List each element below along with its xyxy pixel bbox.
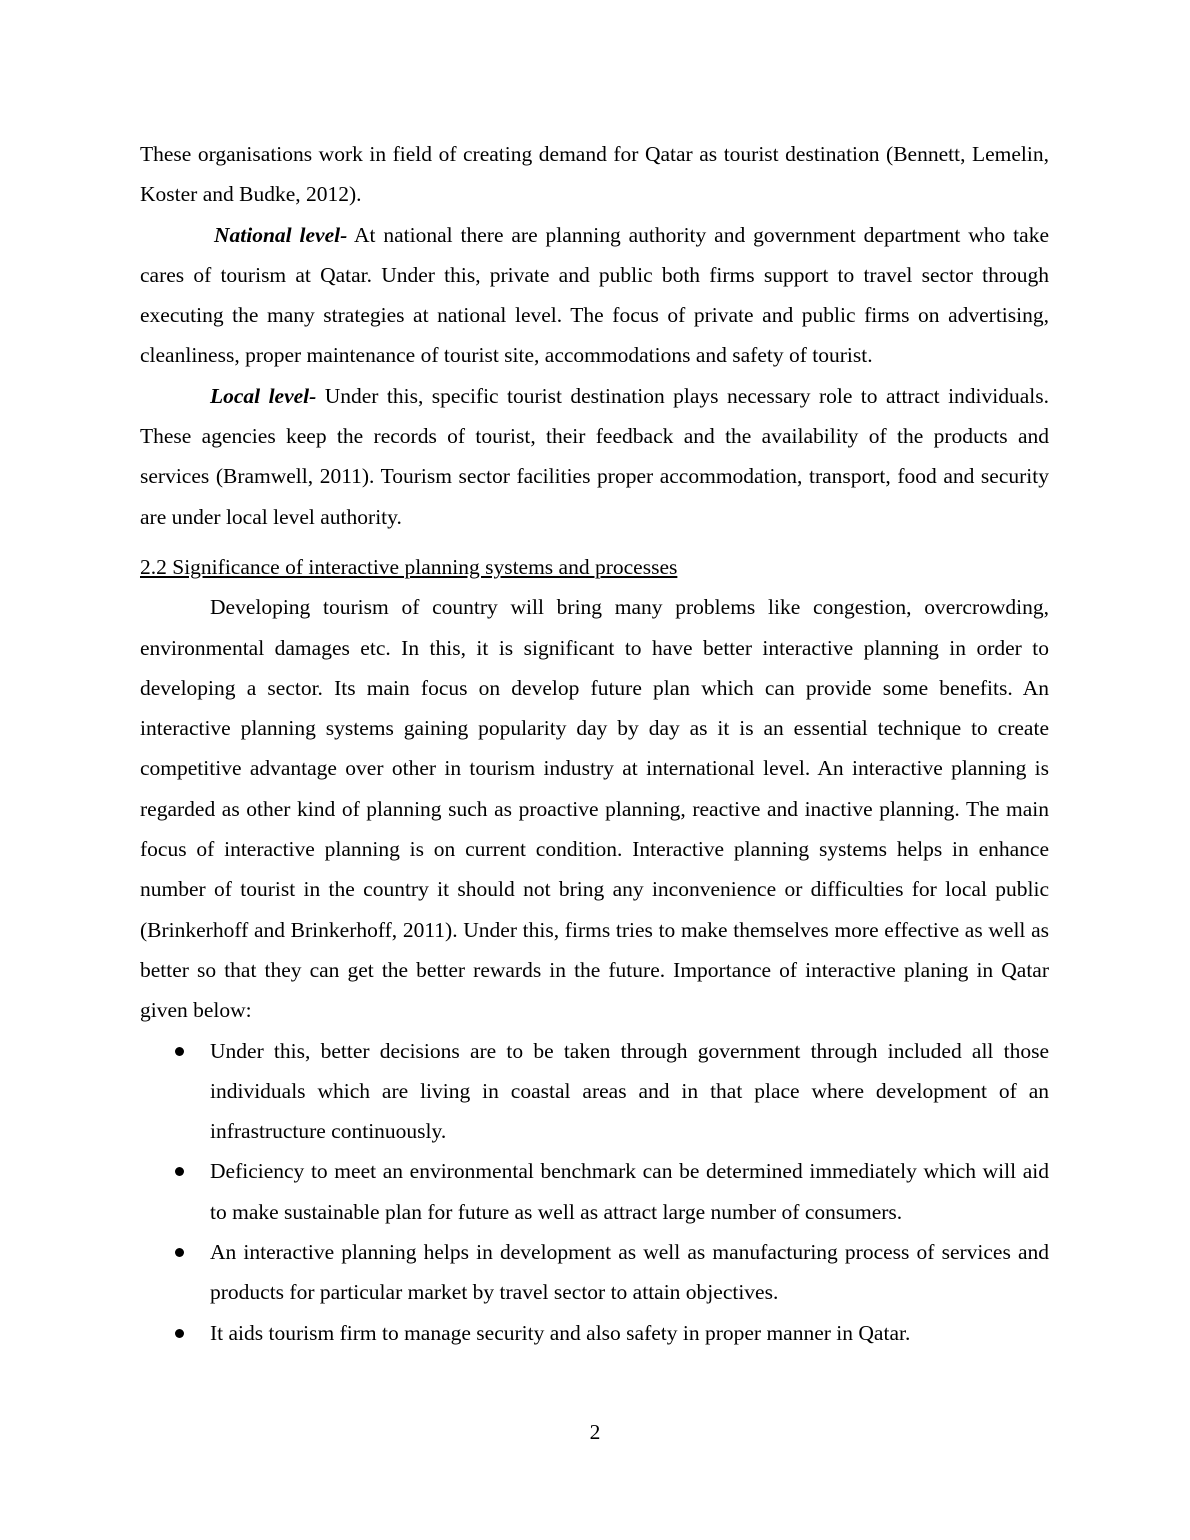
document-page <box>140 134 1049 1353</box>
bullet-item <box>140 1031 1049 1152</box>
local-level-paragraph <box>140 376 1049 537</box>
local-level-text: Under this, specific tourist destination plays necessary role to attract individuals. These agencies keep the records of tourist, their feedback and the availability of the products and services (Bramwell, 2011). Tourism sector facilities proper accommodation, transport, food and security are under local level authority. <box>140 383 1049 529</box>
section-heading: 2.2 Significance of interactive planning systems and processes <box>140 554 678 579</box>
intro-paragraph <box>140 134 1049 215</box>
national-level-text: At national there are planning authority and government department who take cares of tourism at Qatar. Under this, private and public both firms support to travel sector through executing the many strategies at national level. The focus of private and public firms on advertising, cleanliness, proper maintenance of tourist site, accommodations and safety of tourist. <box>140 222 1049 368</box>
bullet-icon <box>175 1047 184 1056</box>
bullet-icon <box>175 1248 184 1257</box>
bullet-text: Deficiency to meet an environmental benchmark can be determined immediately which will aid to make sustainable plan for future as well as attract large number of consumers. <box>210 1159 1049 1224</box>
bullet-icon <box>175 1329 184 1338</box>
bullet-text: An interactive planning helps in development as well as manufacturing process of services and products for particular market by travel sector to attain objectives. <box>210 1240 1049 1305</box>
page-number: 2 <box>589 1420 601 1444</box>
bullet-icon <box>175 1167 184 1176</box>
national-level-lead: National level- <box>214 222 348 247</box>
national-level-paragraph <box>140 215 1049 376</box>
local-level-lead: Local level- <box>210 383 317 408</box>
bullet-text: It aids tourism firm to manage security and also safety in proper manner in Qatar. <box>210 1320 911 1345</box>
importance-bullet-list <box>140 1031 1049 1353</box>
bullet-item <box>140 1151 1049 1232</box>
intro-text: These organisations work in field of creating demand for Qatar as tourist destination (Bennett, Lemelin, Koster and Budke, 2012). <box>140 142 1049 207</box>
bullet-item <box>140 1313 1049 1353</box>
section-body-paragraph <box>140 587 1049 1030</box>
section-body-text: Developing tourism of country will bring many problems like congestion, overcrowding, environmental damages etc. In this, it is significant to have better interactive planning in order to developing a sector. Its main focus on develop future plan which can provide some benefits. An interactive planning systems gaining popularity day by day as it is an essential technique to create competitive advantage over other in tourism industry at international level. An interactive planning is regarded as other kind of planning such as proactive planning, reactive and inactive planning. The main focus of interactive planning is on current condition. Interactive planning systems helps in enhance number of tourist in the country it should not bring any inconvenience or difficulties for local public (Brinkerhoff and Brinkerhoff, 2011). Under this, firms tries to make themselves more effective as well as better so that they can get the better rewards in the future. Importance of interactive planing in Qatar given below: <box>140 595 1049 1023</box>
bullet-text: Under this, better decisions are to be taken through government through included all those individuals which are living in coastal areas and in that place where development of an infrastructure continuously. <box>210 1038 1049 1144</box>
bullet-item <box>140 1232 1049 1313</box>
